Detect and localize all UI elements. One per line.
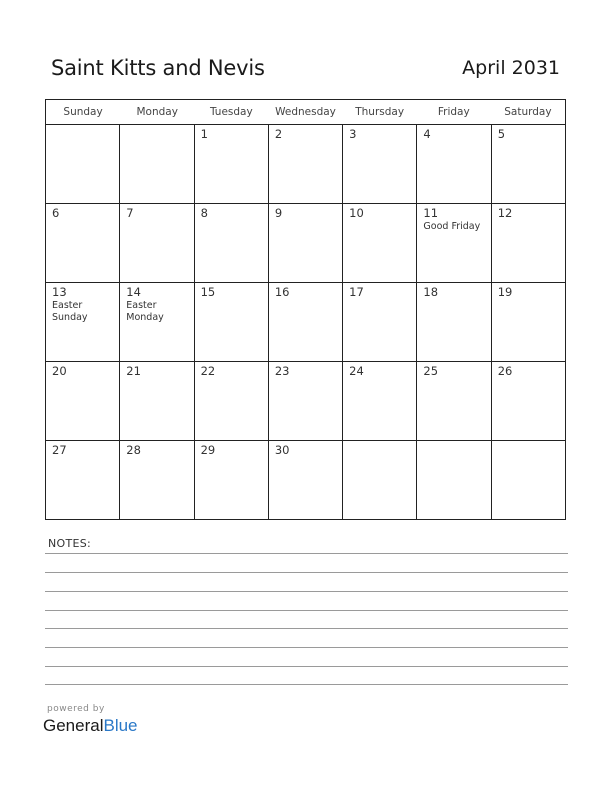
- day-number: 18: [423, 285, 439, 299]
- day-cell: [417, 283, 491, 361]
- day-number: 4: [423, 127, 431, 141]
- country-title: Saint Kitts and Nevis: [51, 56, 265, 80]
- day-number: 20: [52, 364, 67, 378]
- day-cell: [343, 204, 417, 282]
- day-number: 11: [423, 206, 439, 220]
- note-line: [45, 666, 568, 667]
- week-row-5: [46, 441, 565, 519]
- day-number: 10: [349, 206, 364, 220]
- day-number: 6: [52, 206, 60, 220]
- day-cell: [492, 125, 565, 203]
- generalblue-logo: [43, 716, 138, 736]
- day-cell: [343, 441, 417, 519]
- day-cell: [120, 283, 194, 361]
- day-cell: [269, 204, 343, 282]
- day-number: 19: [497, 285, 513, 299]
- note-line: [45, 647, 568, 648]
- day-cell: [46, 204, 120, 282]
- note-line: [45, 610, 568, 611]
- day-cell: [46, 283, 120, 361]
- logo-blue: Blue: [103, 716, 138, 735]
- month-year: April 2031: [462, 57, 560, 79]
- day-number: 29: [200, 443, 216, 457]
- day-number: 26: [497, 364, 513, 378]
- day-cell: [120, 441, 194, 519]
- weekday-saturday: Saturday: [504, 106, 552, 118]
- day-cell: [492, 204, 565, 282]
- day-cell: [492, 441, 565, 519]
- day-number: 22: [200, 364, 216, 378]
- day-number: 23: [274, 364, 290, 378]
- day-cell: [269, 283, 343, 361]
- weekday-monday: Monday: [136, 106, 178, 118]
- day-number: 3: [349, 127, 357, 141]
- calendar-grid: [45, 99, 566, 520]
- note-line: [45, 684, 568, 685]
- note-line: [45, 628, 568, 629]
- day-number: 28: [126, 443, 141, 457]
- day-cell: [120, 125, 194, 203]
- day-number: 14: [126, 285, 141, 299]
- day-cell: [46, 441, 120, 519]
- day-number: 13: [52, 285, 67, 299]
- day-cell: [195, 441, 269, 519]
- weekday-tuesday: Tuesday: [209, 106, 253, 118]
- day-cell: [120, 362, 194, 440]
- day-cell: [46, 125, 120, 203]
- weekday-thursday: Thursday: [355, 106, 405, 118]
- notes-label: NOTES:: [48, 537, 92, 550]
- day-cell: [492, 283, 565, 361]
- week-row-1: [46, 125, 565, 204]
- day-cell: [343, 125, 417, 203]
- day-number: 8: [200, 206, 208, 220]
- holiday-label-line-2: Monday: [126, 312, 164, 323]
- holiday-label-line-1: Easter: [126, 300, 157, 311]
- day-number: 1: [200, 127, 208, 141]
- day-cell: [195, 283, 269, 361]
- day-cell: [195, 204, 269, 282]
- note-line: [45, 553, 568, 554]
- day-number: 9: [274, 206, 283, 220]
- weekday-friday: Friday: [437, 106, 470, 118]
- weekday-header: [46, 100, 565, 125]
- note-line: [45, 572, 568, 573]
- day-number: 30: [274, 443, 290, 457]
- day-cell: [343, 362, 417, 440]
- logo-general: General: [43, 716, 104, 735]
- day-cell: [492, 362, 565, 440]
- day-cell: [195, 125, 269, 203]
- day-number: 21: [126, 364, 141, 378]
- day-number: 17: [349, 285, 364, 299]
- day-number: 24: [349, 364, 364, 378]
- weekday-wednesday: Wednesday: [275, 106, 336, 118]
- day-cell: [269, 362, 343, 440]
- week-row-3: [46, 283, 565, 362]
- day-number: 16: [274, 285, 290, 299]
- day-number: 12: [497, 206, 513, 220]
- day-number: 15: [200, 285, 216, 299]
- day-number: 7: [126, 206, 134, 220]
- day-number: 25: [423, 364, 439, 378]
- week-row-2: [46, 204, 565, 283]
- powered-by-text: powered by: [47, 704, 105, 714]
- day-cell: [195, 362, 269, 440]
- day-cell: [417, 362, 491, 440]
- day-number: 27: [52, 443, 67, 457]
- day-cell: [417, 441, 491, 519]
- holiday-label-line-2: Sunday: [52, 312, 88, 323]
- day-number: 2: [274, 127, 283, 141]
- day-cell: [269, 125, 343, 203]
- day-cell: [417, 125, 491, 203]
- day-number: 5: [497, 127, 506, 141]
- holiday-label-line-1: Easter: [52, 300, 83, 311]
- day-cell: [343, 283, 417, 361]
- day-cell: [417, 204, 491, 282]
- note-line: [45, 591, 568, 592]
- weekday-sunday: Sunday: [63, 106, 103, 118]
- holiday-label: Good Friday: [423, 221, 481, 232]
- day-cell: [120, 204, 194, 282]
- week-row-4: [46, 362, 565, 441]
- day-cell: [46, 362, 120, 440]
- day-cell: [269, 441, 343, 519]
